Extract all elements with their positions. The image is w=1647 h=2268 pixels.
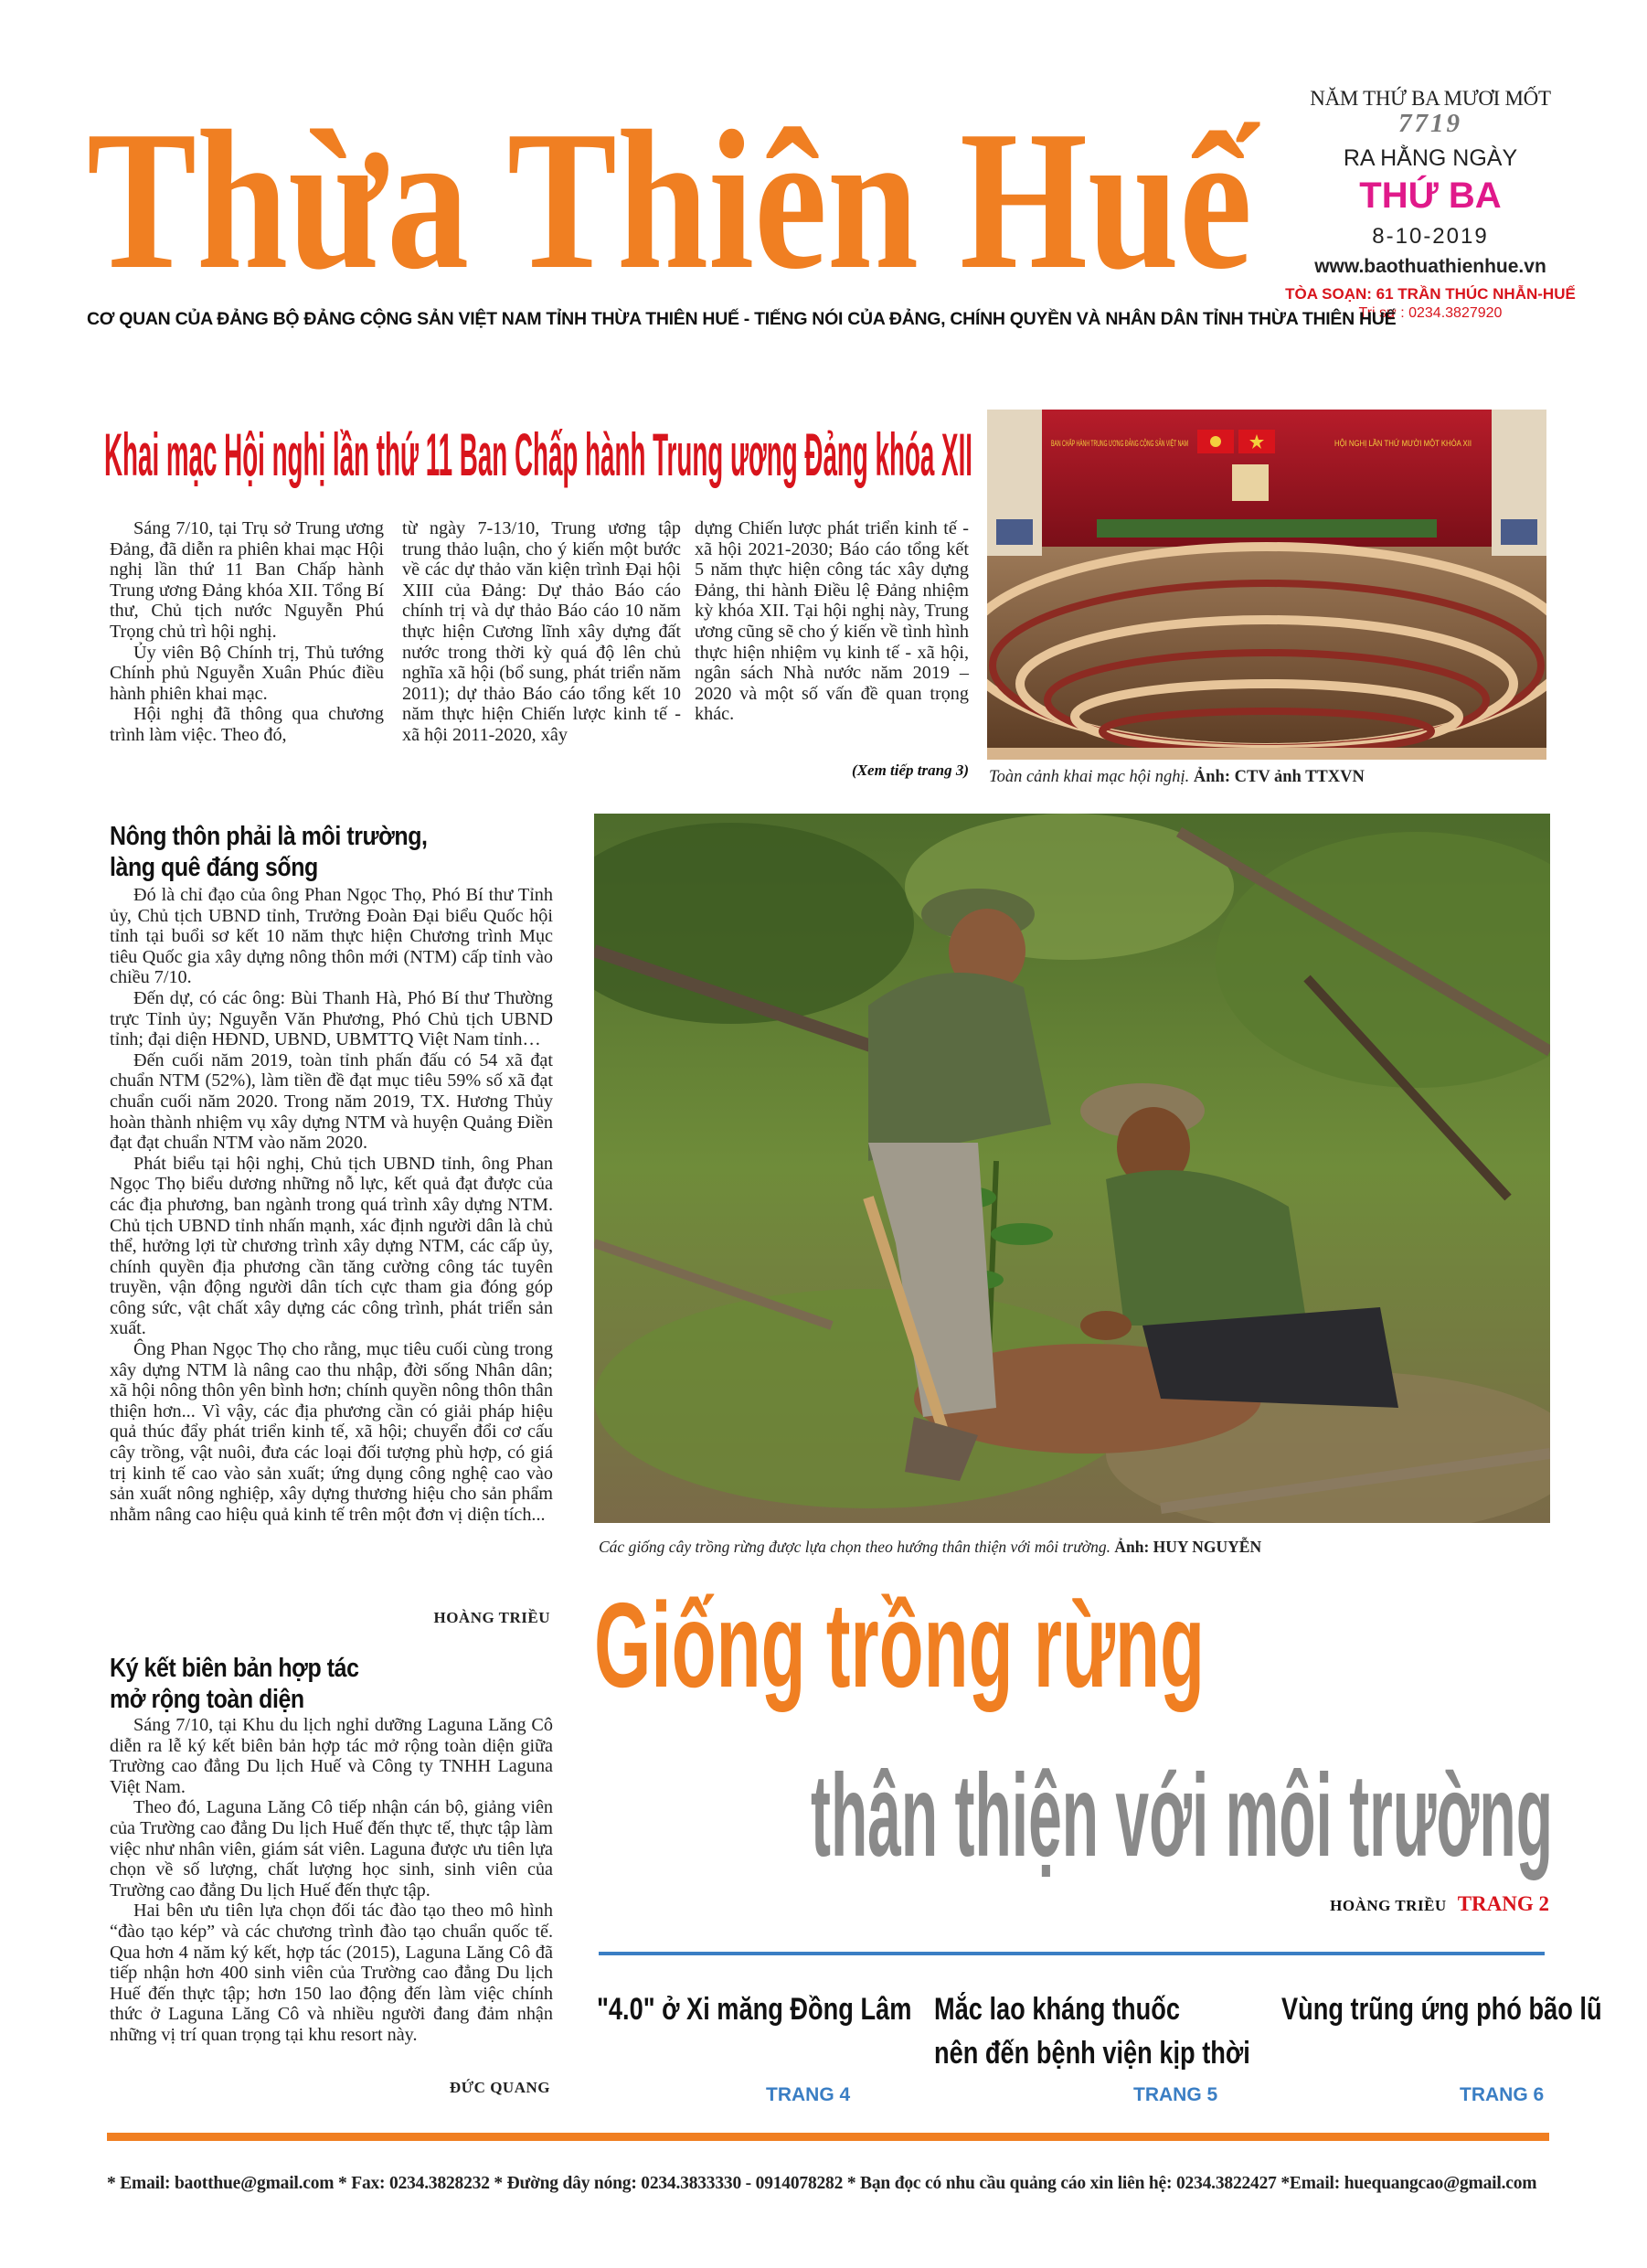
footer-contacts: * Email: baotthue@gmail.com * Fax: 0234.3828232 * Đường dây nóng: 0234.3833330 - 0914078282 * Bạn đọc có nhu cầu quảng cáo xin liên hệ: 0234.3822427 *Email: huequangcao@gmail.com [107, 2174, 1537, 2193]
issue-date: 8-10-2019 [1372, 223, 1489, 249]
frequency: RA HẰNG NGÀY [1343, 145, 1518, 172]
continued-note[interactable]: (Xem tiếp trang 3) [852, 761, 969, 779]
feature-byline: HOÀNG TRIỀU [1330, 1897, 1447, 1914]
lead-paragraph: Sáng 7/10, tại Trụ sở Trung ương Đảng, đã diễn ra phiên khai mạc Hội nghị lần thứ 11 Ban Chấp hành Trung ương Đảng khóa XII. Tổng Bí thư, Chủ tịch nước Nguyễn Phú Trọng chủ trì hội nghị. [110, 518, 384, 642]
feature-headline-line2: thân thiện với môi trường [811, 1751, 1553, 1881]
teaser-3-line1: Vùng trũng ứng phó bão lũ [1281, 1992, 1602, 2027]
story2-body [110, 885, 553, 1525]
weekday: THỨ BA [1359, 175, 1502, 216]
footer-rule [107, 2133, 1549, 2141]
forest-caption [599, 1538, 1549, 1557]
story2-paragraph: Phát biểu tại hội nghị, Chủ tịch UBND tỉnh, ông Phan Ngọc Thọ biểu dương những nỗ lực, kết quả đạt được của các địa phương, ban ngành trong quá trình xây dựng NTM. Chủ tịch UBND tỉnh nhấn mạnh, xác định người dân là chủ thể, hưởng lợi từ chương trình xây dựng NTM, các cấp ủy, chính quyền địa phương cần tăng cường công tác tuyên truyền, vận động người dân tích cực tham gia đóng góp công sức, vật chất xây dựng các công trình, phát triển sản xuất. [110, 1153, 553, 1339]
teaser-3-title[interactable] [1281, 1987, 1602, 2031]
feature-page-ref[interactable]: TRANG 2 [1457, 1892, 1549, 1915]
banner-left: BAN CHẤP HÀNH TRUNG ƯƠNG ĐẢNG CỘNG SẢN VIỆT NAM [1051, 439, 1292, 448]
story2-paragraph: Đó là chỉ đạo của ông Phan Ngọc Thọ, Phó Bí thư Tỉnh ủy, Chủ tịch UBND tỉnh, Trưởng Đoàn Đại biểu Quốc hội tỉnh tại buổi sơ kết 10 năm thực hiện Chương trình Mục tiêu Quốc gia xây dựng nông thôn mới (NTM) cấp tỉnh vào chiều 7/10. [110, 885, 553, 988]
masthead-title [87, 55, 1397, 329]
story2-headline [110, 821, 472, 883]
forest-caption-text: Các giống cây trồng rừng được lựa chọn theo hướng thân thiện với môi trường. [599, 1538, 1110, 1556]
lead-paragraph: Hội nghị đã thông qua chương trình làm việc. Theo đó, [110, 704, 384, 745]
issue-number: 7719 [1398, 109, 1462, 139]
office-address: TÒA SOẠN: 61 TRẦN THÚC NHẪN-HUẾ [1285, 285, 1576, 303]
teaser-1-page[interactable]: TRANG 4 [766, 2084, 851, 2105]
caption-text: Toàn cảnh khai mạc hội nghị. [989, 768, 1190, 786]
story3-headline-line1: Ký kết biên bản hợp tác [110, 1654, 359, 1683]
story2-headline-line2: làng quê đáng sống [110, 853, 318, 882]
story2-paragraph: Đến cuối năm 2019, toàn tỉnh phấn đấu có 54 xã đạt chuẩn NTM (52%), làm tiền đề đạt mục tiêu 59% số xã đạt chuẩn cuối năm 2020. Trong năm 2019, TX. Hương Thủy hoàn thành nhiệm vụ xây dựng NTM và huyện Quảng Điền đạt đạt chuẩn NTM vào năm 2020. [110, 1049, 553, 1154]
story3-paragraph: Theo đó, Laguna Lăng Cô tiếp nhận cán bộ, giảng viên của Trường cao đẳng Du lịch Huế đến thực tế, thực tập làm việc như nhân viên, giám sát viên. Laguna được ưu tiên lựa chọn về số lượng, chất lượng học sinh, sinh viên của Trường cao đẳng Du lịch Huế đến thực tập. [110, 1797, 553, 1901]
story3-body [110, 1715, 553, 2046]
lead-col-2: từ ngày 7-13/10, Trung ương tập trung thảo luận, cho ý kiến một bước về các dự thảo văn kiện trình Đại hội XIII của Đảng: Dự thảo Báo cáo chính trị và dự thảo Báo cáo 10 năm thực hiện Cương lĩnh xây dựng đất nước trong thời kỳ quá độ lên chủ nghĩa xã hội (bổ sung, phát triển năm 2011); dự thảo Báo cáo tổng kết 10 năm thực hiện Chiến lược kinh tế - xã hội 2011-2020, xây [402, 518, 681, 745]
teaser-divider [599, 1952, 1545, 1955]
story3-headline-line2: mở rộng toàn diện [110, 1685, 304, 1714]
teaser-1-title[interactable] [597, 1987, 911, 2031]
story3-headline [110, 1653, 472, 1715]
admin-phone: Trị sự : 0234.3827920 [1358, 304, 1503, 321]
lead-col-1 [110, 518, 384, 746]
teaser-1-line1: "4.0" ở Xi măng Đồng Lâm [597, 1992, 912, 2027]
feature-headline [590, 1568, 1558, 1888]
teaser-2-line1: Mắc lao kháng thuốc [934, 1992, 1181, 2027]
masthead-info [1275, 87, 1586, 321]
feature-headline-line1: Giống trồng rừng [594, 1578, 1205, 1712]
tagline: CƠ QUAN CỦA ĐẢNG BỘ ĐẢNG CỘNG SẢN VIỆT NAM TỈNH THỪA THIÊN HUẾ - TIẾNG NÓI CỦA ĐẢNG, CHÍNH QUYỀN VÀ NHÂN DÂN TỈNH THỪA THIÊN HUẾ [87, 309, 1397, 329]
lead-headline [101, 402, 978, 503]
teaser-2-line2: nên đến bệnh viện kịp thời [934, 2036, 1250, 2071]
banner-right: HỘI NGHỊ LẦN THỨ MƯỜI MỘT KHÓA XII [1334, 439, 1472, 448]
teaser-2-title[interactable] [934, 1987, 1250, 2075]
story3-paragraph: Sáng 7/10, tại Khu du lịch nghỉ dưỡng Laguna Lăng Cô diễn ra lễ ký kết biên bản hợp tác mở rộng toàn diện giữa Trường cao đẳng Du lịch Huế và Công ty TNHH Laguna Việt Nam. [110, 1715, 553, 1797]
lead-paragraph: Ủy viên Bộ Chính trị, Thủ tướng Chính phủ Nguyễn Xuân Phúc điều hành phiên khai mạc. [110, 642, 384, 704]
forest-planting-photo [594, 814, 1550, 1523]
story2-byline: HOÀNG TRIỀU [433, 1609, 550, 1626]
story2-headline-line1: Nông thôn phải là môi trường, [110, 822, 428, 851]
masthead-title-text: Thừa Thiên Huế [87, 91, 1261, 311]
feature-byline-row [1188, 1892, 1549, 1916]
forest-caption-credit: Ảnh: HUY NGUYỄN [1114, 1538, 1262, 1556]
year-line: NĂM THỨ BA MƯƠI MỐT [1310, 87, 1551, 110]
caption-credit: Ảnh: CTV ảnh TTXVN [1193, 768, 1365, 786]
lead-headline-text: Khai mạc Hội nghị lần thứ 11 Ban Chấp hành Trung ương Đảng khóa XII [104, 421, 972, 488]
story3-paragraph: Hai bên ưu tiên lựa chọn đối tác đào tạo theo mô hình “đào tạo kép” và các chương trình đào tạo chuẩn quốc tế. Qua hơn 4 năm ký kết, hợp tác (2015), Laguna Lăng Cô đã tiếp nhận hơn 400 sinh viên của Trường cao đẳng Du lịch Huế đến thực tập; hơn 150 lao động đến làm việc chính thức ở Laguna Lăng Cô và nhiều người đang đảm nhận những vị trí quan trọng tại khu resort này. [110, 1901, 553, 2045]
teaser-2-page[interactable]: TRANG 5 [1133, 2084, 1218, 2105]
teaser-3-page[interactable]: TRANG 6 [1460, 2084, 1545, 2105]
lead-col-3: dựng Chiến lược phát triển kinh tế - xã hội 2021-2030; Báo cáo tổng kết 5 năm thực hiện công tác xây dựng Đảng, thi hành Điều lệ Đảng nhiệm kỳ khóa XII. Tại hội nghị này, Trung ương cũng sẽ cho ý kiến về tình hình thực hiện nhiệm vụ kinh tế - xã hội, ngân sách Nhà nước năm 2019 – 2020 và một số vấn đề quan trọng khác. [695, 518, 969, 725]
conference-caption [989, 768, 1548, 787]
story2-paragraph: Đến dự, có các ông: Bùi Thanh Hà, Phó Bí thư Thường trực Tỉnh ủy; Nguyễn Văn Phương, Phó Chủ tịch UBND tỉnh; đại diện HĐND, UBND, UBMTTQ Việt Nam tỉnh… [110, 987, 553, 1050]
story2-paragraph: Ông Phan Ngọc Thọ cho rằng, mục tiêu cuối cùng trong xây dựng NTM là nâng cao thu nhập, đời sống Nhân dân; xã hội nông thôn yên bình hơn; chính quyền nông thôn thân thiện hơn... Vì vậy, các địa phương cần có giải pháp hiệu quả thúc đẩy phát triển kinh tế, xã hội; chuyển đổi cơ cấu cây trồng, vật nuôi, đưa các loại đối tượng phù hợp, có giá trị kinh tế cao vào sản xuất; ứng dụng công nghệ cao vào sản xuất nông nghiệp, xây dựng thương hiệu cho sản phẩm nhằm nâng cao hiệu quả kinh tế trên một đơn vị diện tích... [110, 1339, 553, 1525]
website[interactable]: www.baothuathienhue.vn [1314, 256, 1546, 278]
conference-photo [987, 410, 1546, 760]
story3-byline: ĐỨC QUANG [449, 2079, 550, 2096]
